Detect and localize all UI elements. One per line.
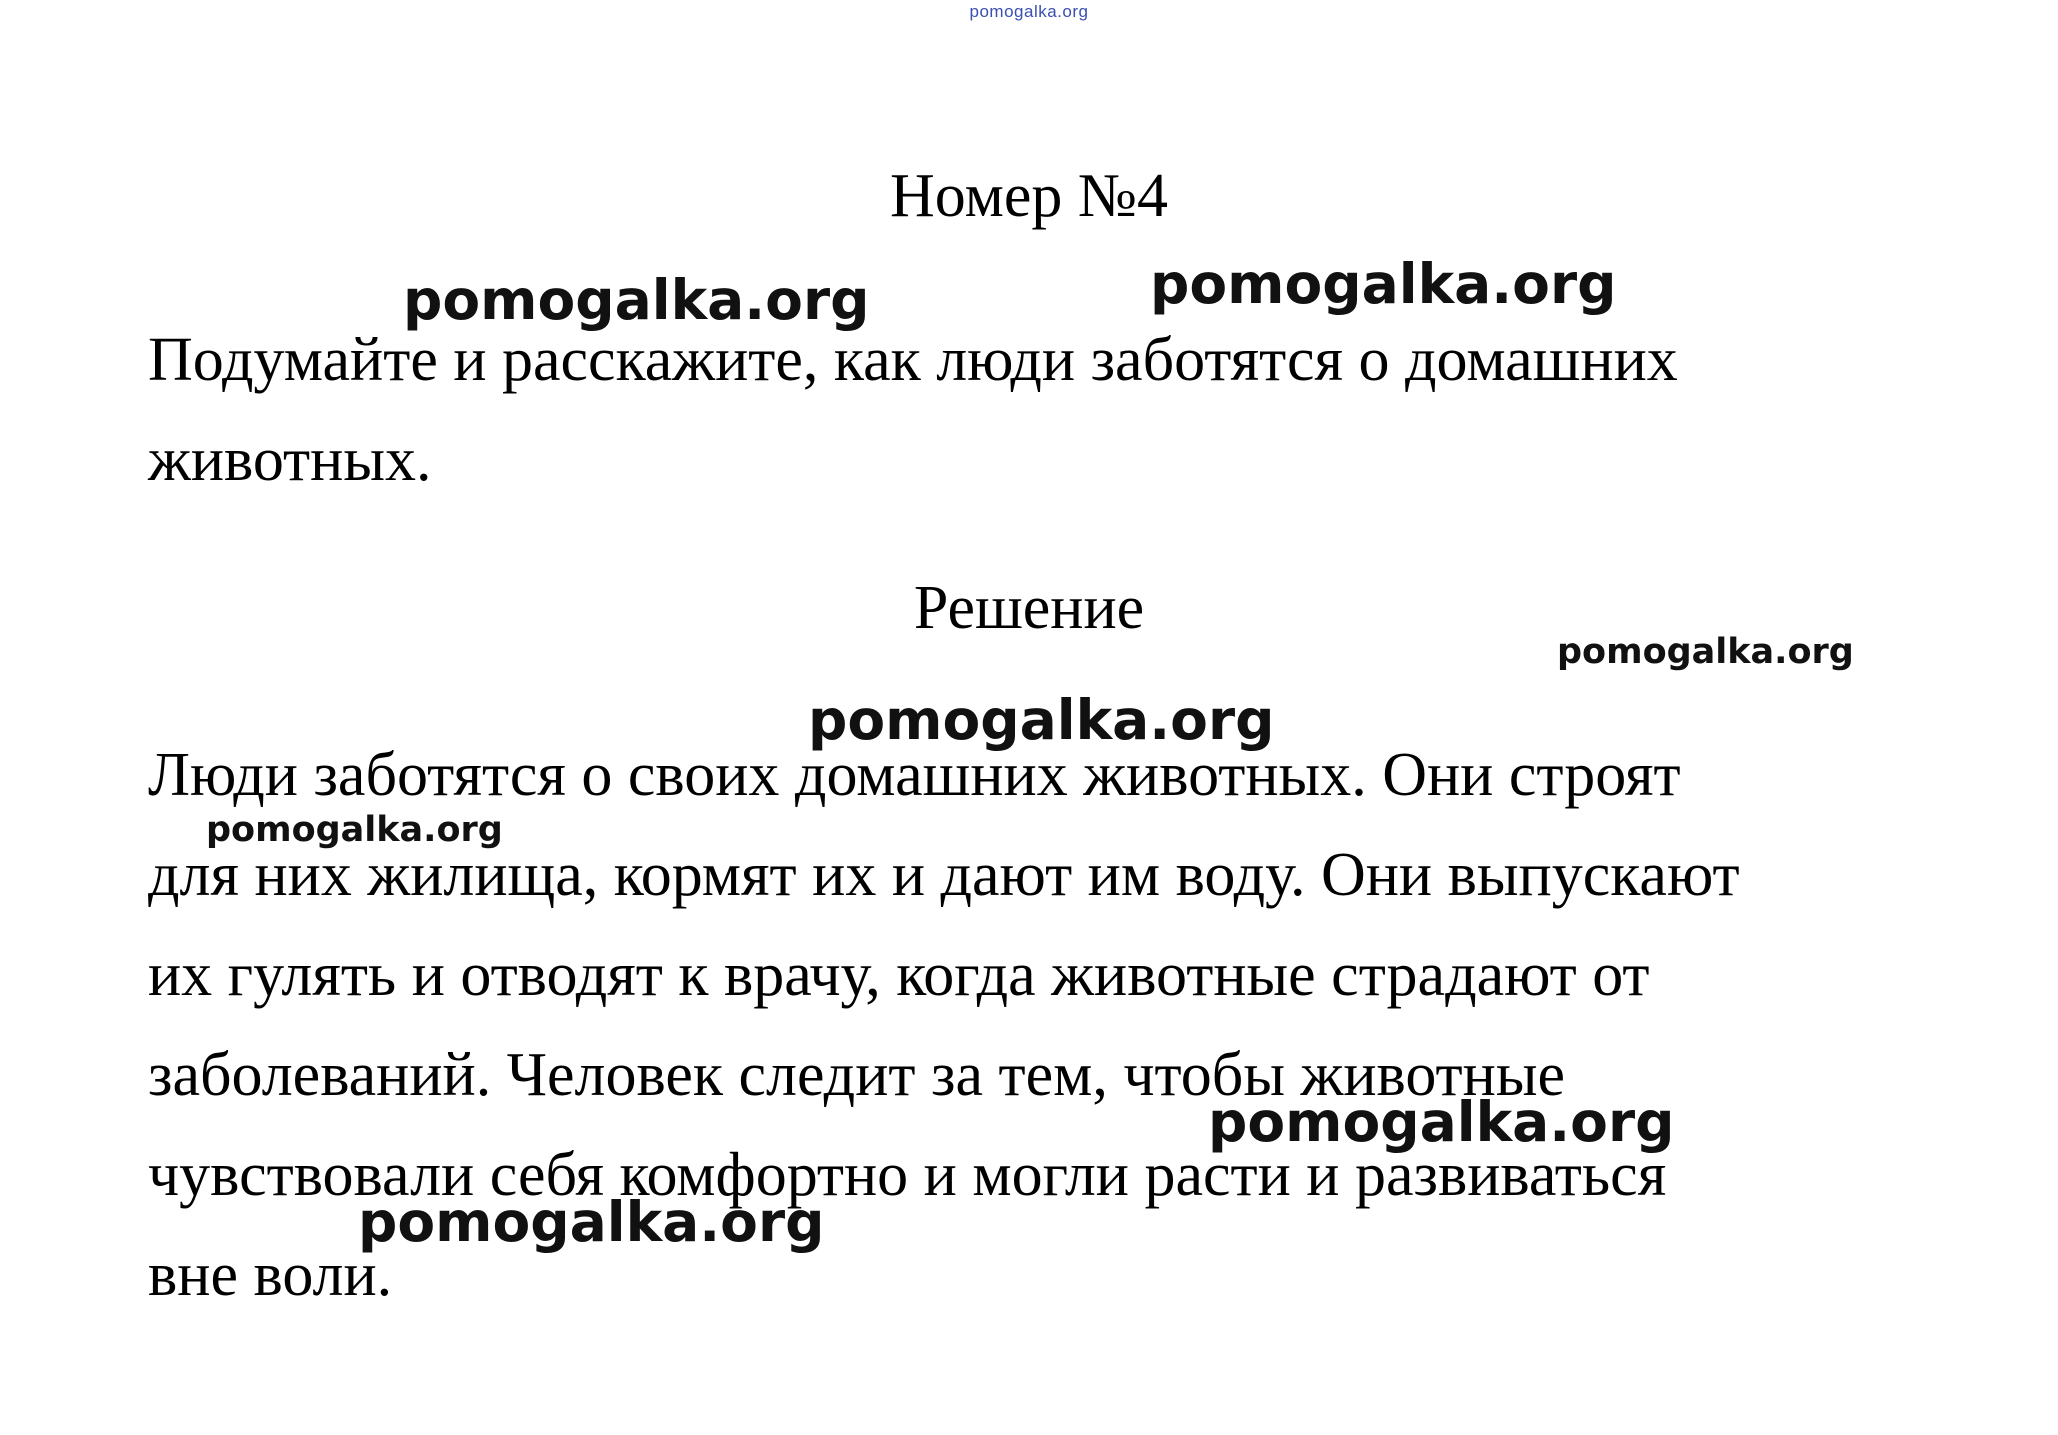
watermark: pomogalka.org	[403, 268, 870, 332]
watermark: pomogalka.org	[1557, 632, 1854, 672]
task-line: Подумайте и расскажите, как люди заботятся о домашних	[148, 326, 1678, 394]
answer-line: Люди заботятся о своих домашних животных. Они строят	[148, 741, 1681, 809]
solution-heading: Решение	[913, 574, 1145, 642]
watermark: pomogalka.org	[808, 688, 1275, 752]
answer-line: для них жилища, кормят их и дают им воду. Они выпускают	[148, 841, 1740, 909]
watermark: pomogalka.org	[1150, 252, 1617, 316]
top-watermark: pomogalka.org	[969, 2, 1089, 21]
answer-line: заболеваний. Человек следит за тем, чтобы животные	[148, 1041, 1566, 1109]
answer-line: вне воли.	[148, 1241, 393, 1309]
task-line: животных.	[148, 426, 432, 494]
task-text	[148, 310, 1948, 510]
answer-line: чувствовали себя комфортно и могли расти и развиваться	[148, 1141, 1667, 1209]
watermark: pomogalka.org	[206, 810, 503, 850]
page-title: Номер №4	[889, 162, 1168, 230]
watermark: pomogalka.org	[1208, 1090, 1675, 1154]
answer-line: их гулять и отводят к врачу, когда животные страдают от	[148, 941, 1650, 1009]
watermark: pomogalka.org	[358, 1190, 825, 1254]
